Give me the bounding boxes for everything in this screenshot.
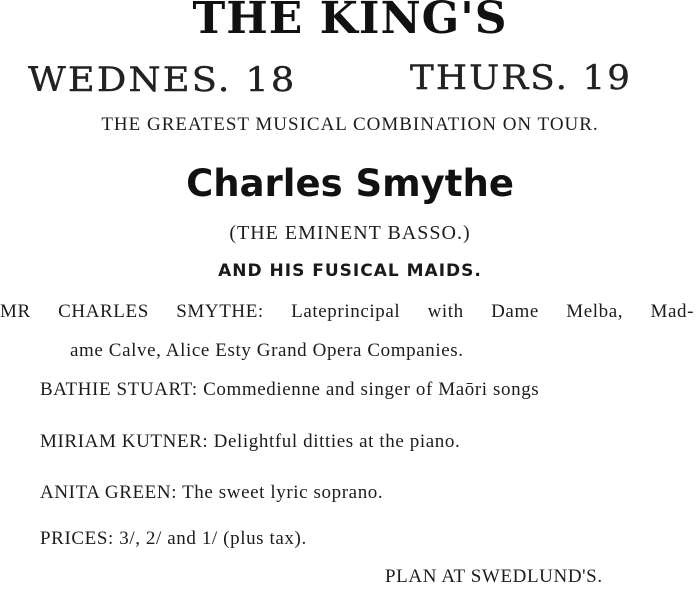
headliner-name: Charles Smythe: [186, 162, 514, 205]
ticket-prices: PRICES: 3/, 2/ and 1/ (plus tax).: [40, 528, 307, 549]
date-thursday: THURS. 19: [410, 58, 633, 98]
performer-smythe-line-2: ame Calve, Alice Esty Grand Opera Companies.: [70, 340, 464, 361]
booking-plan: PLAN AT SWEDLUND'S.: [385, 566, 603, 587]
company-name: AND HIS FUSICAL MAIDS.: [218, 261, 482, 281]
tagline: THE GREATEST MUSICAL COMBINATION ON TOUR.: [101, 114, 599, 135]
headliner-subtitle: (THE EMINENT BASSO.): [229, 222, 471, 244]
performer-kutner: MIRIAM KUTNER: Delightful ditties at the piano.: [40, 431, 461, 452]
performer-stuart: BATHIE STUART: Commedienne and singer of Maōri songs: [40, 379, 540, 400]
performer-green: ANITA GREEN: The sweet lyric soprano.: [40, 482, 384, 503]
venue-title: THE KING'S: [192, 0, 508, 44]
performer-smythe-line-1: MR CHARLES SMYTHE: Lateprincipal with Dame Melba, Mad-: [0, 301, 694, 322]
date-wednesday: WEDNES. 18: [28, 60, 297, 100]
